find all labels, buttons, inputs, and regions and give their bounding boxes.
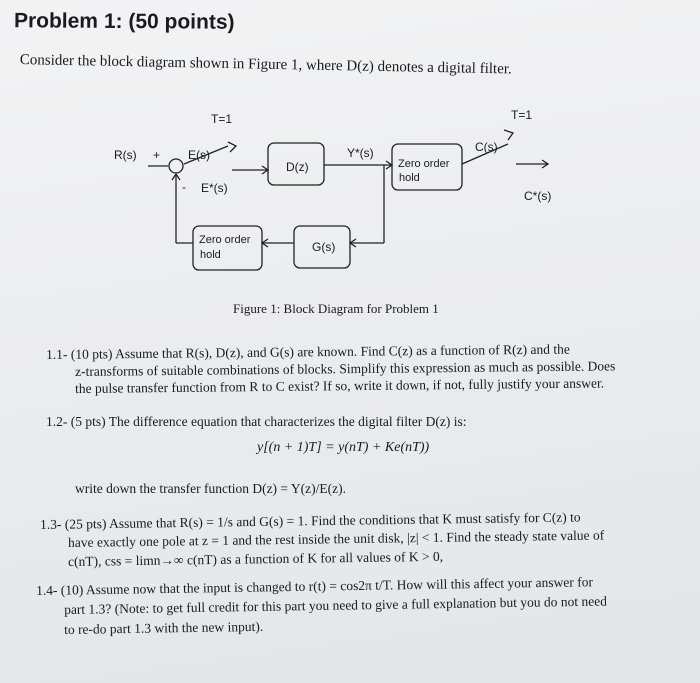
q1-2-line2: write down the transfer function D(z) = Y(z)/E(z). xyxy=(75,481,347,496)
minus-sign: - xyxy=(182,180,186,194)
zoh-bottom-line2: hold xyxy=(200,249,221,261)
ystar-label: Y*(s) xyxy=(347,146,374,160)
q1-2-equation: y[(n + 1)T] = y(nT) + Ke(nT)) xyxy=(257,440,430,455)
sampling-period-right: T=1 xyxy=(511,108,533,122)
problem-title: Problem 1: (50 points) xyxy=(13,9,235,34)
figure-caption: Figure 1: Block Diagram for Problem 1 xyxy=(233,301,439,316)
q1-3-line2: have exactly one pole at z = 1 and the rest inside the unit disk, |z| < 1. Find the steady state value of xyxy=(68,527,605,550)
sampled-error-label: E*(s) xyxy=(201,181,228,195)
q1-1-line3: the pulse transfer function from R to C exist? If so, write it down, if not, fully justify your answer. xyxy=(75,375,605,396)
sampling-period-left: T=1 xyxy=(211,112,233,126)
q1-2-line1: 1.2- (5 pts) The difference equation that characterizes the digital filter D(z) is: xyxy=(46,414,467,429)
summing-junction xyxy=(169,159,183,173)
plus-sign: + xyxy=(153,148,161,162)
zoh-top-line2: hold xyxy=(399,172,420,184)
zoh-bottom-box xyxy=(193,226,262,270)
zoh-bottom-line1: Zero order xyxy=(199,234,251,246)
dz-label: D(z) xyxy=(286,160,309,174)
input-label: R(s) xyxy=(114,148,137,162)
q1-1-line2: z-transforms of suitable combinations of blocks. Simplify this expression as much as possible. Does xyxy=(75,358,616,379)
error-label: E(s) xyxy=(188,148,210,162)
output-c-label: C(s) xyxy=(475,140,498,154)
q1-3-line1: 1.3- (25 pts) Assume that R(s) = 1/s and G(s) = 1. Find the conditions that K must satisfy for C(z) to xyxy=(40,509,581,532)
q1-4-line1: 1.4- (10) Assume now that the input is changed to r(t) = cos2π t/T. How will this affect your answer for xyxy=(36,574,593,598)
q1-1-line1: 1.1- (10 pts) Assume that R(s), D(z), and G(s) are known. Find C(z) as a function of R(z) and the xyxy=(46,341,570,362)
q1-3-line3: c(nT), css = limn→∞ c(nT) as a function of K for all values of K > 0, xyxy=(68,548,444,569)
q1-4-line3: to re-do part 1.3 with the new input). xyxy=(64,618,264,637)
q1-4-line2: part 1.3? (Note: to get full credit for this part you need to give a full explanation but you do not need xyxy=(64,593,608,617)
gs-label: G(s) xyxy=(312,240,336,254)
zoh-top-line1: Zero order xyxy=(398,158,450,170)
intro-text: Consider the block diagram shown in Figure 1, where D(z) denotes a digital filter. xyxy=(19,52,512,78)
output-cstar-label: C*(s) xyxy=(524,189,552,203)
